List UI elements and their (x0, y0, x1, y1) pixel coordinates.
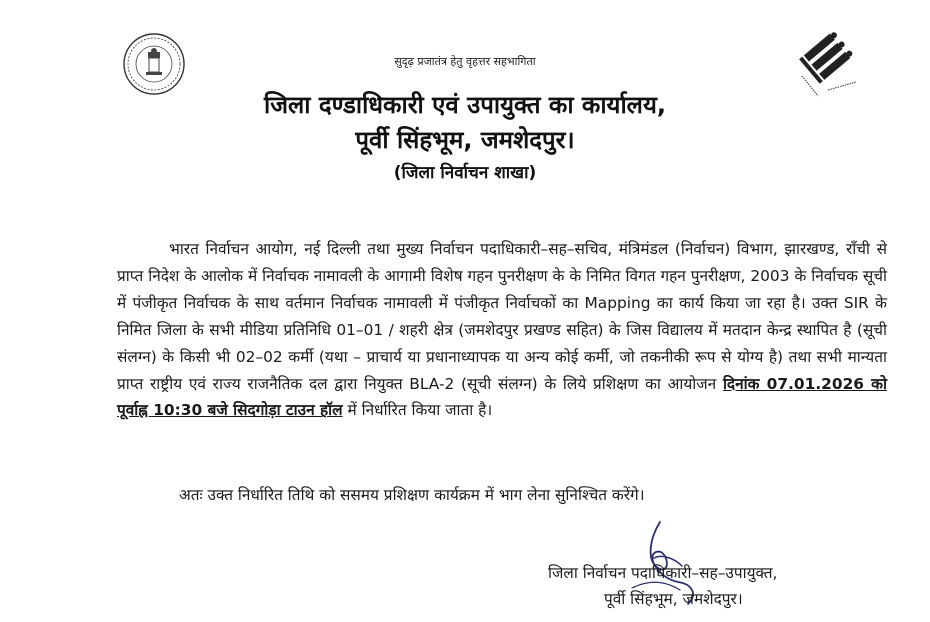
training-date-venue: दिनांक 07.01.2026 को पूर्वाह्न 10:30 बजे सिदगोड़ा टाउन हॉल (117, 374, 887, 420)
branch-name: (जिला निर्वाचन शाखा) (393, 163, 537, 183)
office-title: जिला दण्डाधिकारी एवं उपायुक्त का कार्यालय, (264, 91, 666, 119)
tagline: सुदृढ़ प्रजातंत्र हेतु वृहत्तर सहभागिता (394, 55, 536, 68)
office-location: पूर्वी सिंहभूम, जमशेदपुर। (355, 126, 575, 154)
signatory-location: पूर्वी सिंहभूम, जमशेदपुर। (604, 590, 743, 608)
signatory-designation: जिला निर्वाचन पदाधिकारी–सह–उपायुक्त, (548, 564, 778, 582)
body-paragraph-part-1: भारत निर्वाचन आयोग, नई दिल्ली तथा मुख्य निर्वाचन पदाधिकारी–सह–सचिव, मंत्रिमंडल (निर्वाचन) विभाग, झारखण्ड, राँची से प्राप्त निदेश के आलोक में निर्वाचक नामावली के आगामी विशेष गहन पुनरीक्षण के के निमित विगत गहन पुनरीक्षण, 2003 के निर्वाचक सूची में पंजीकृत निर्वाचक के साथ वर्तमान निर्वाचक नामावली में पंजीकृत निर्वाचकों का Mapping का कार्य किया जा रहा है। उक्त SIR के निमित जिला के सभी मीडिया प्रतिनिधि 01–01 / शहरी क्षेत्र (जमशेदपुर प्रखण्ड सहित) के जिस विद्यालय में मतदान केन्द्र स्थापित है (सूची संलग्न) के किसी भी 02–02 कर्मी (यथा – प्राचार्य या प्रधानाध्यापक या अन्य कोई कर्मी, जो तकनीकी रूप से योग्य है) तथा सभी मान्यता प्राप्त राष्ट्रीय एवं राज्य राजनैतिक दल द्वारा नियुक्त BLA-2 (सूची संलग्न) के लिये प्रशिक्षण का आयोजन (117, 240, 887, 393)
body-paragraph-part-2: में निर्धारित किया जाता है। (342, 401, 493, 420)
body-paragraph (117, 236, 887, 424)
closing-line: अतः उक्त निर्धारित तिथि को ससमय प्रशिक्षण कार्यक्रम में भाग लेना सुनिश्चित करेंगे। (179, 486, 645, 504)
